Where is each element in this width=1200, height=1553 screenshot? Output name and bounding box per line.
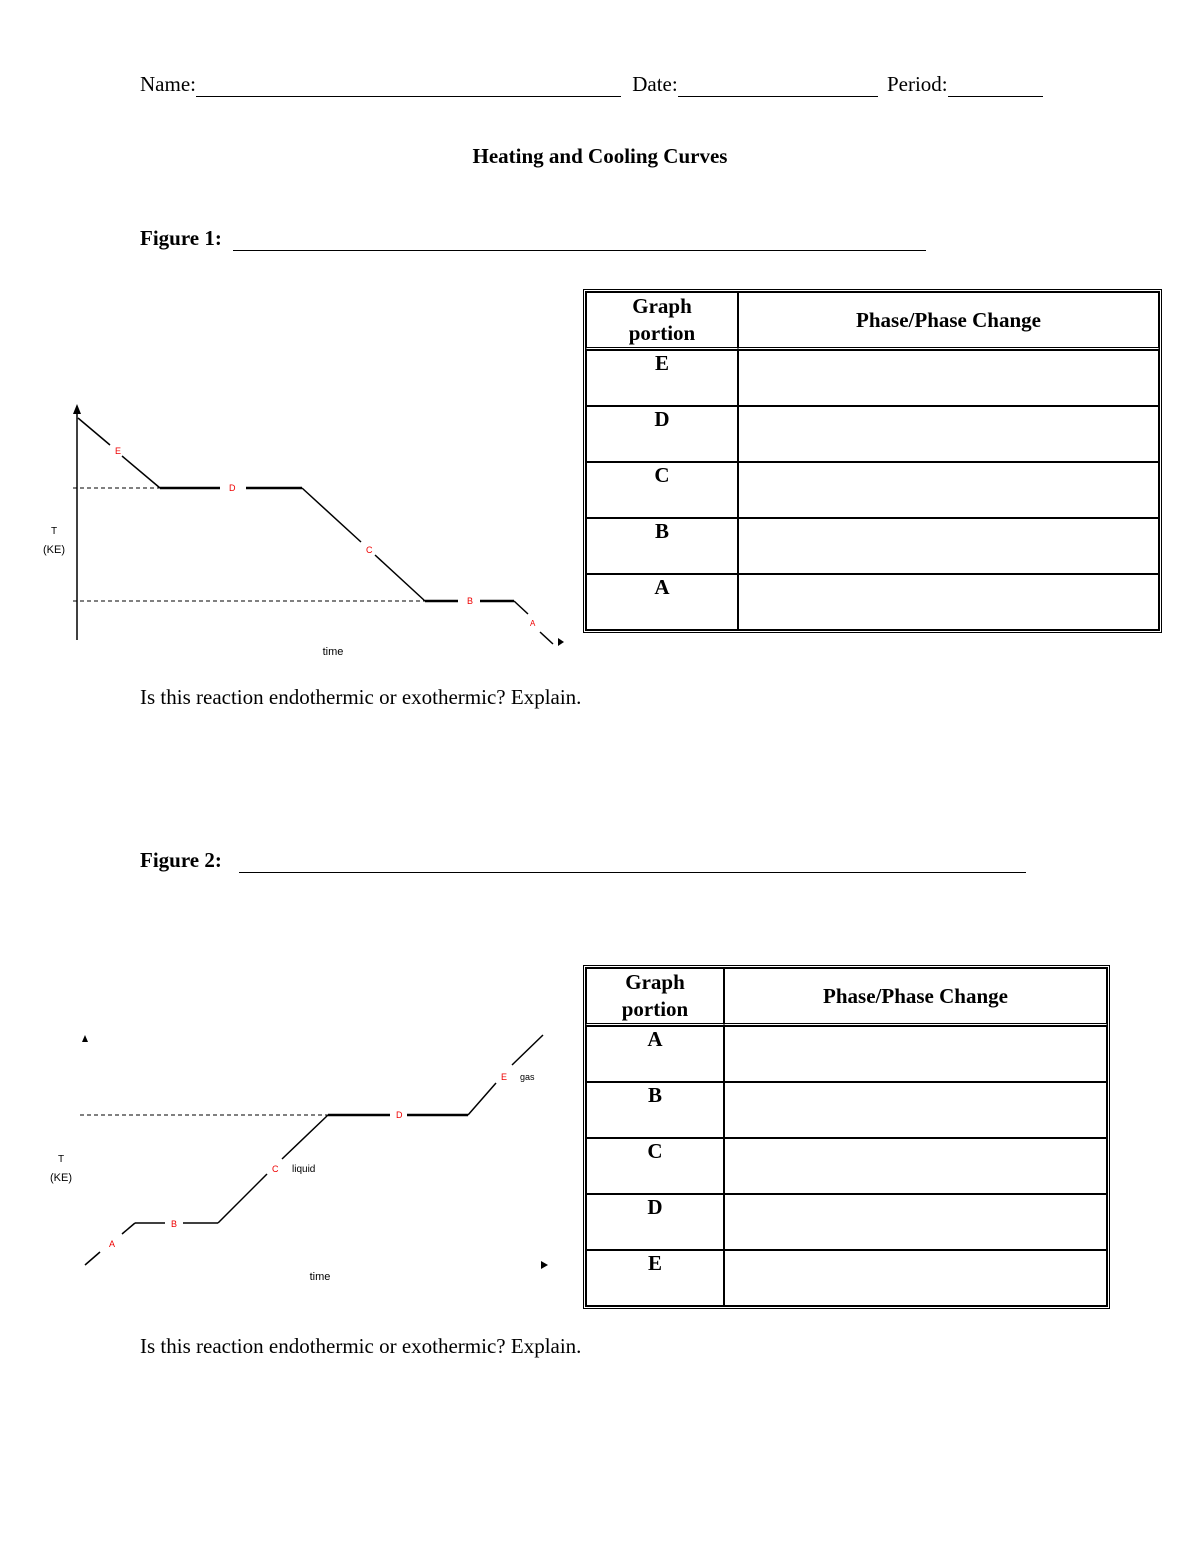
figure2-row-label: A: [586, 1026, 724, 1082]
page-title: Heating and Cooling Curves: [472, 144, 728, 168]
figure1-phase-cell[interactable]: [738, 518, 1159, 574]
figure2-segment-a-line-a: [85, 1252, 100, 1265]
figure1-question: Is this reaction endothermic or exothermic? Explain.: [140, 685, 582, 709]
figure1-row-label: A: [586, 574, 738, 630]
figure2-question: Is this reaction endothermic or exothermic? Explain.: [140, 1334, 582, 1358]
figure2-phase-cell[interactable]: [724, 1082, 1107, 1138]
figure1-y-axis-arrow: [73, 404, 81, 414]
figure2-segment-label-e: E: [501, 1072, 508, 1082]
figure1-cooling-curve: [30, 400, 580, 665]
figure1-segment-e-line-a: [78, 418, 110, 445]
figure1-phase-table: [583, 289, 1162, 633]
figure2-segment-label-c: C: [272, 1164, 279, 1174]
figure2-row-label: D: [586, 1194, 724, 1250]
figure2-row-label: B: [586, 1082, 724, 1138]
table-row: [586, 1250, 1107, 1306]
figure1-x-axis-arrow: [558, 638, 564, 646]
table-row: [586, 518, 1159, 574]
table-row: [586, 1026, 1107, 1082]
figure2-phase-cell[interactable]: [724, 1250, 1107, 1306]
figure2-phase-cell[interactable]: [724, 1138, 1107, 1194]
name-label: Name:: [140, 72, 196, 96]
figure1-label: Figure 1:: [140, 226, 222, 250]
figure1-segment-c-line-b: [375, 555, 425, 601]
figure1-row-label: D: [586, 406, 738, 462]
figure2-segment-c-line-a: [218, 1174, 267, 1223]
figure2-label: Figure 2:: [140, 848, 222, 872]
figure1-label-row: [140, 226, 926, 251]
figure2-segment-e-line-b: [512, 1035, 543, 1065]
figure2-x-label: time: [309, 1271, 331, 1283]
table-row: [586, 406, 1159, 462]
table-row: [586, 350, 1159, 406]
figure1-col-graph-portion: Graph portion: [586, 292, 738, 350]
figure1-segment-a-line-a: [514, 601, 528, 614]
figure2-note-liquid: liquid: [292, 1164, 316, 1175]
figure2-x-axis-arrow: [541, 1261, 548, 1269]
figure2-label-row: [140, 848, 1026, 873]
date-label: Date:: [632, 72, 678, 96]
name-blank[interactable]: [196, 74, 621, 97]
figure1-segment-c-line-a: [302, 488, 361, 542]
figure1-col-phase-change: Phase/Phase Change: [738, 292, 1159, 350]
table-row: [586, 1082, 1107, 1138]
figure1-x-label: time: [322, 646, 344, 658]
figure2-segment-c-line-b: [282, 1115, 328, 1159]
figure2-phase-table: [583, 965, 1110, 1309]
figure1-segment-e-line-b: [122, 456, 160, 488]
figure1-row-label: E: [586, 350, 738, 406]
figure1-segment-label-c: C: [366, 545, 373, 555]
figure1-row-label: B: [586, 518, 738, 574]
figure2-note-gas: gas: [520, 1072, 535, 1082]
figure2-col-graph-portion: Graph portion: [586, 968, 724, 1026]
figure1-segment-label-d: D: [229, 483, 236, 493]
figure1-phase-cell[interactable]: [738, 350, 1159, 406]
figure2-y-label-t: T: [57, 1154, 65, 1165]
table-row: [586, 574, 1159, 630]
figure2-segment-label-d: D: [396, 1110, 403, 1120]
student-info-line: [140, 72, 1043, 97]
figure1-phase-cell[interactable]: [738, 462, 1159, 518]
figure1-title-blank[interactable]: [233, 228, 926, 251]
figure2-phase-cell[interactable]: [724, 1194, 1107, 1250]
table-row: [586, 462, 1159, 518]
figure2-title-blank[interactable]: [239, 850, 1026, 873]
figure2-phase-cell[interactable]: [724, 1026, 1107, 1082]
table-row: [586, 1194, 1107, 1250]
period-label: Period:: [886, 72, 948, 96]
figure1-segment-a-line-b: [540, 632, 553, 644]
figure1-row-label: C: [586, 462, 738, 518]
figure2-segment-label-a: A: [109, 1239, 116, 1249]
figure2-row-label: E: [586, 1250, 724, 1306]
figure1-y-label-ke: (KE): [43, 544, 65, 556]
figure1-segment-label-a: A: [530, 619, 536, 628]
figure1-segment-label-e: E: [115, 446, 122, 456]
figure1-segment-label-b: B: [467, 596, 474, 606]
period-blank[interactable]: [948, 74, 1043, 97]
figure1-phase-cell[interactable]: [738, 406, 1159, 462]
figure2-segment-e-line-a: [468, 1083, 496, 1115]
table-row: [586, 1138, 1107, 1194]
figure2-col-phase-change: Phase/Phase Change: [724, 968, 1107, 1026]
figure2-segment-label-b: B: [171, 1219, 178, 1229]
date-blank[interactable]: [678, 74, 878, 97]
figure1-y-label-t: T: [50, 526, 58, 537]
figure2-row-label: C: [586, 1138, 724, 1194]
figure2-y-axis-arrow: [82, 1035, 88, 1042]
figure2-segment-a-line-b: [122, 1223, 135, 1234]
figure2-y-label-ke: (KE): [50, 1172, 72, 1184]
figure2-heating-curve: [30, 1025, 570, 1290]
figure1-phase-cell[interactable]: [738, 574, 1159, 630]
